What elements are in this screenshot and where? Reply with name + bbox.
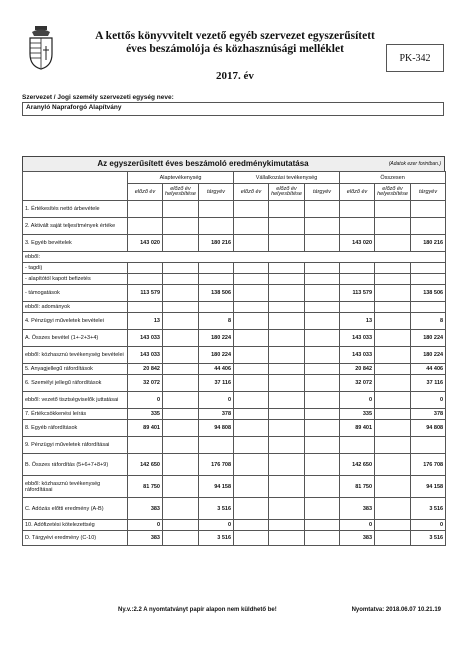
value-cell: 143 033 — [128, 347, 163, 364]
row-label: - alapítótól kapott befizetés — [23, 274, 128, 285]
value-cell — [163, 392, 199, 409]
value-cell — [163, 235, 199, 252]
value-cell — [234, 437, 269, 454]
value-cell — [375, 285, 411, 302]
row-label: - tagdíj — [23, 263, 128, 274]
report-year: 2017. év — [216, 70, 254, 82]
value-cell — [234, 274, 269, 285]
row-label: 10. Adófizetési kötelezettség — [23, 520, 128, 531]
value-cell — [305, 531, 340, 546]
value-cell: 20 842 — [128, 364, 163, 375]
value-cell — [375, 392, 411, 409]
table-row — [23, 285, 446, 302]
value-cell: 143 033 — [340, 347, 375, 364]
value-cell — [163, 201, 199, 218]
value-cell: 143 033 — [340, 330, 375, 347]
table-row — [23, 420, 446, 437]
value-cell — [269, 235, 305, 252]
value-cell: 383 — [128, 498, 163, 520]
value-cell — [305, 313, 340, 330]
value-cell — [375, 454, 411, 476]
column-prev-year: előző év — [234, 184, 269, 201]
value-cell — [234, 302, 269, 313]
value-cell — [269, 285, 305, 302]
row-label: ebből: — [23, 252, 446, 263]
value-cell — [234, 531, 269, 546]
value-cell — [375, 235, 411, 252]
organization-label: Szervezet / Jogi személy szervezeti egység neve: — [22, 94, 174, 101]
value-cell — [411, 263, 446, 274]
value-cell: 180 224 — [411, 347, 446, 364]
value-cell: 0 — [340, 392, 375, 409]
statement-unit: (Adatok ezer forintban.) — [388, 161, 441, 167]
value-cell — [128, 263, 163, 274]
value-cell — [305, 263, 340, 274]
value-cell — [305, 347, 340, 364]
value-cell: 0 — [199, 392, 234, 409]
value-cell — [199, 302, 234, 313]
table-row — [23, 347, 446, 364]
value-cell — [269, 520, 305, 531]
value-cell — [375, 476, 411, 498]
statement-title-bar — [22, 156, 445, 172]
value-cell — [163, 302, 199, 313]
value-cell — [305, 520, 340, 531]
value-cell — [305, 274, 340, 285]
value-cell: 0 — [128, 392, 163, 409]
footer-print-date: Nyomtatva: 2018.06.07 10.21.19 — [351, 607, 441, 613]
value-cell — [305, 364, 340, 375]
value-cell: 143 033 — [128, 330, 163, 347]
value-cell: 44 406 — [411, 364, 446, 375]
value-cell: 0 — [411, 392, 446, 409]
value-cell — [128, 437, 163, 454]
value-cell: 113 579 — [128, 285, 163, 302]
value-cell: 94 808 — [199, 420, 234, 437]
value-cell — [234, 420, 269, 437]
value-cell — [199, 201, 234, 218]
value-cell — [234, 235, 269, 252]
column-prev-year: előző év — [340, 184, 375, 201]
value-cell — [305, 454, 340, 476]
value-cell: 383 — [340, 498, 375, 520]
footer-version-note: Ny.v.:2.2 A nyomtatványt papír alapon nem küldhető be! — [118, 607, 277, 613]
value-cell: 0 — [411, 520, 446, 531]
row-label: D. Tárgyévi eredmény (C-10) — [23, 531, 128, 546]
value-cell — [340, 218, 375, 235]
table-row — [23, 437, 446, 454]
value-cell — [305, 235, 340, 252]
value-cell — [411, 437, 446, 454]
value-cell — [305, 330, 340, 347]
value-cell: 335 — [340, 409, 375, 420]
value-cell — [199, 263, 234, 274]
value-cell — [234, 285, 269, 302]
value-cell — [163, 364, 199, 375]
value-cell — [163, 498, 199, 520]
value-cell: 180 224 — [411, 330, 446, 347]
row-label: 6. Személyi jellegű ráfordítások — [23, 375, 128, 392]
value-cell — [375, 201, 411, 218]
table-row — [23, 498, 446, 520]
value-cell — [234, 454, 269, 476]
table-row — [23, 375, 446, 392]
value-cell — [163, 375, 199, 392]
value-cell: 3 516 — [199, 498, 234, 520]
column-current-year: tárgyév — [199, 184, 234, 201]
row-label: ebből: vezető tisztségviselők juttatásai — [23, 392, 128, 409]
table-row — [23, 302, 446, 313]
value-cell — [234, 364, 269, 375]
value-cell: 378 — [411, 409, 446, 420]
value-cell: 180 216 — [411, 235, 446, 252]
value-cell: 13 — [340, 313, 375, 330]
value-cell — [305, 420, 340, 437]
value-cell — [305, 375, 340, 392]
value-cell: 20 842 — [340, 364, 375, 375]
value-cell: 176 708 — [199, 454, 234, 476]
value-cell: 143 020 — [340, 235, 375, 252]
value-cell: 0 — [199, 520, 234, 531]
value-cell — [269, 274, 305, 285]
header-empty-cell — [23, 172, 128, 201]
value-cell: 143 020 — [128, 235, 163, 252]
value-cell — [234, 498, 269, 520]
value-cell — [163, 263, 199, 274]
value-cell: 37 116 — [411, 375, 446, 392]
value-cell — [269, 347, 305, 364]
value-cell — [234, 201, 269, 218]
value-cell — [163, 409, 199, 420]
row-label: 5. Anyagjellegű ráfordítások — [23, 364, 128, 375]
value-cell — [269, 476, 305, 498]
value-cell: 13 — [128, 313, 163, 330]
value-cell — [269, 531, 305, 546]
value-cell — [305, 218, 340, 235]
form-code-box: PK-342 — [386, 44, 444, 72]
value-cell: 113 579 — [340, 285, 375, 302]
value-cell — [269, 201, 305, 218]
row-label: 2. Aktivált saját teljesítmények értéke — [23, 218, 128, 235]
value-cell — [234, 375, 269, 392]
row-label: 3. Egyéb bevételek — [23, 235, 128, 252]
value-cell — [269, 392, 305, 409]
table-row — [23, 252, 446, 263]
value-cell — [234, 313, 269, 330]
value-cell: 81 750 — [340, 476, 375, 498]
value-cell: 142 650 — [340, 454, 375, 476]
value-cell — [199, 218, 234, 235]
value-cell — [375, 274, 411, 285]
value-cell: 0 — [340, 520, 375, 531]
value-cell: 81 750 — [128, 476, 163, 498]
column-prev-year-correction: előző év helyesbítése — [375, 184, 411, 201]
value-cell: 94 158 — [199, 476, 234, 498]
value-cell — [340, 201, 375, 218]
value-cell — [269, 364, 305, 375]
row-label: 4. Pénzügyi műveletek bevételei — [23, 313, 128, 330]
value-cell — [375, 364, 411, 375]
value-cell — [234, 218, 269, 235]
row-label: 1. Értékesítés nettó árbevétele — [23, 201, 128, 218]
table-row — [23, 454, 446, 476]
value-cell — [305, 409, 340, 420]
value-cell — [163, 454, 199, 476]
value-cell — [269, 420, 305, 437]
value-cell — [234, 392, 269, 409]
row-label: ebből: közhasznú tevékenység bevételei — [23, 347, 128, 364]
value-cell — [269, 263, 305, 274]
value-cell: 89 401 — [340, 420, 375, 437]
value-cell — [269, 498, 305, 520]
table-row — [23, 531, 446, 546]
value-cell — [340, 437, 375, 454]
value-cell: 0 — [128, 520, 163, 531]
value-cell — [305, 498, 340, 520]
value-cell — [411, 274, 446, 285]
value-cell — [375, 263, 411, 274]
value-cell — [411, 302, 446, 313]
value-cell — [411, 201, 446, 218]
value-cell — [269, 409, 305, 420]
table-row — [23, 201, 446, 218]
value-cell — [340, 302, 375, 313]
value-cell — [199, 437, 234, 454]
value-cell — [269, 437, 305, 454]
value-cell — [375, 437, 411, 454]
value-cell: 383 — [128, 531, 163, 546]
value-cell: 8 — [199, 313, 234, 330]
value-cell — [163, 330, 199, 347]
value-cell — [375, 375, 411, 392]
value-cell — [163, 520, 199, 531]
value-cell: 44 406 — [199, 364, 234, 375]
column-group-business: Vállalkozási tevékenység — [234, 172, 340, 184]
table-row — [23, 520, 446, 531]
value-cell: 3 516 — [199, 531, 234, 546]
value-cell — [163, 437, 199, 454]
value-cell: 335 — [128, 409, 163, 420]
table-row — [23, 364, 446, 375]
value-cell — [305, 201, 340, 218]
table-row — [23, 263, 446, 274]
value-cell — [305, 476, 340, 498]
organization-name: Aranyló Napraforgó Alapítvány — [26, 104, 122, 111]
value-cell: 94 158 — [411, 476, 446, 498]
value-cell: 32 072 — [340, 375, 375, 392]
value-cell — [234, 520, 269, 531]
value-cell — [375, 347, 411, 364]
value-cell — [375, 330, 411, 347]
value-cell: 138 506 — [411, 285, 446, 302]
value-cell: 94 808 — [411, 420, 446, 437]
value-cell — [163, 218, 199, 235]
value-cell — [375, 409, 411, 420]
value-cell: 8 — [411, 313, 446, 330]
column-current-year: tárgyév — [305, 184, 340, 201]
value-cell: 176 708 — [411, 454, 446, 476]
value-cell — [375, 302, 411, 313]
value-cell — [234, 263, 269, 274]
value-cell — [269, 454, 305, 476]
row-label: ebből: közhasznú tevékenység ráfordításai — [23, 476, 128, 498]
value-cell — [234, 347, 269, 364]
row-label: 8. Egyéb ráfordítások — [23, 420, 128, 437]
column-prev-year-correction: előző év helyesbítése — [269, 184, 305, 201]
column-group-basic: Alaptevékenység — [128, 172, 234, 184]
value-cell: 3 516 — [411, 531, 446, 546]
value-cell — [375, 520, 411, 531]
value-cell: 180 216 — [199, 235, 234, 252]
row-label: 9. Pénzügyi műveletek ráfordításai — [23, 437, 128, 454]
value-cell — [234, 476, 269, 498]
value-cell — [375, 420, 411, 437]
value-cell: 378 — [199, 409, 234, 420]
table-row — [23, 330, 446, 347]
value-cell — [269, 330, 305, 347]
value-cell — [305, 285, 340, 302]
value-cell — [375, 313, 411, 330]
value-cell — [163, 476, 199, 498]
row-label: A. Összes bevétel (1+-2+3+4) — [23, 330, 128, 347]
value-cell: 3 516 — [411, 498, 446, 520]
document-title: A kettős könyvvitelt vezető egyéb szervezet egyszerűsített éves beszámolója és közhasznúsági melléklet — [95, 30, 375, 55]
row-label: 7. Értékcsökkenési leírás — [23, 409, 128, 420]
column-group-total: Összesen — [340, 172, 446, 184]
column-current-year: tárgyév — [411, 184, 446, 201]
value-cell — [163, 420, 199, 437]
table-row — [23, 274, 446, 285]
table-row — [23, 218, 446, 235]
value-cell — [234, 330, 269, 347]
value-cell — [340, 274, 375, 285]
income-statement-table — [22, 171, 446, 546]
value-cell — [269, 313, 305, 330]
value-cell — [269, 218, 305, 235]
row-label: C. Adózás előtti eredmény (A-B) — [23, 498, 128, 520]
table-row — [23, 235, 446, 252]
value-cell: 32 072 — [128, 375, 163, 392]
value-cell — [163, 347, 199, 364]
value-cell: 142 650 — [128, 454, 163, 476]
organization-name-field — [22, 102, 444, 116]
column-prev-year-correction: előző év helyesbítése — [163, 184, 199, 201]
coat-of-arms-icon — [26, 26, 56, 70]
value-cell — [375, 218, 411, 235]
row-label: ebből: adományok — [23, 302, 128, 313]
table-row — [23, 392, 446, 409]
value-cell: 89 401 — [128, 420, 163, 437]
value-cell: 138 506 — [199, 285, 234, 302]
value-cell — [163, 274, 199, 285]
value-cell — [163, 531, 199, 546]
row-label: B. Összes ráfordítás (5+6+7+8+9) — [23, 454, 128, 476]
table-row — [23, 313, 446, 330]
statement-title: Az egyszerűsített éves beszámoló eredménykimutatása — [97, 159, 309, 168]
value-cell: 180 224 — [199, 347, 234, 364]
table-row — [23, 409, 446, 420]
value-cell — [199, 274, 234, 285]
column-prev-year: előző év — [128, 184, 163, 201]
header-row-groups — [23, 172, 446, 184]
value-cell — [375, 531, 411, 546]
value-cell — [269, 302, 305, 313]
table-row — [23, 476, 446, 498]
value-cell — [128, 201, 163, 218]
value-cell: 383 — [340, 531, 375, 546]
value-cell — [128, 302, 163, 313]
value-cell — [375, 498, 411, 520]
value-cell — [411, 218, 446, 235]
value-cell — [128, 274, 163, 285]
value-cell — [163, 285, 199, 302]
value-cell: 180 224 — [199, 330, 234, 347]
value-cell — [163, 313, 199, 330]
value-cell — [234, 409, 269, 420]
value-cell — [128, 218, 163, 235]
row-label: - támogatások — [23, 285, 128, 302]
value-cell: 37 116 — [199, 375, 234, 392]
value-cell — [305, 437, 340, 454]
value-cell — [305, 392, 340, 409]
value-cell — [340, 263, 375, 274]
value-cell — [269, 375, 305, 392]
value-cell — [305, 302, 340, 313]
